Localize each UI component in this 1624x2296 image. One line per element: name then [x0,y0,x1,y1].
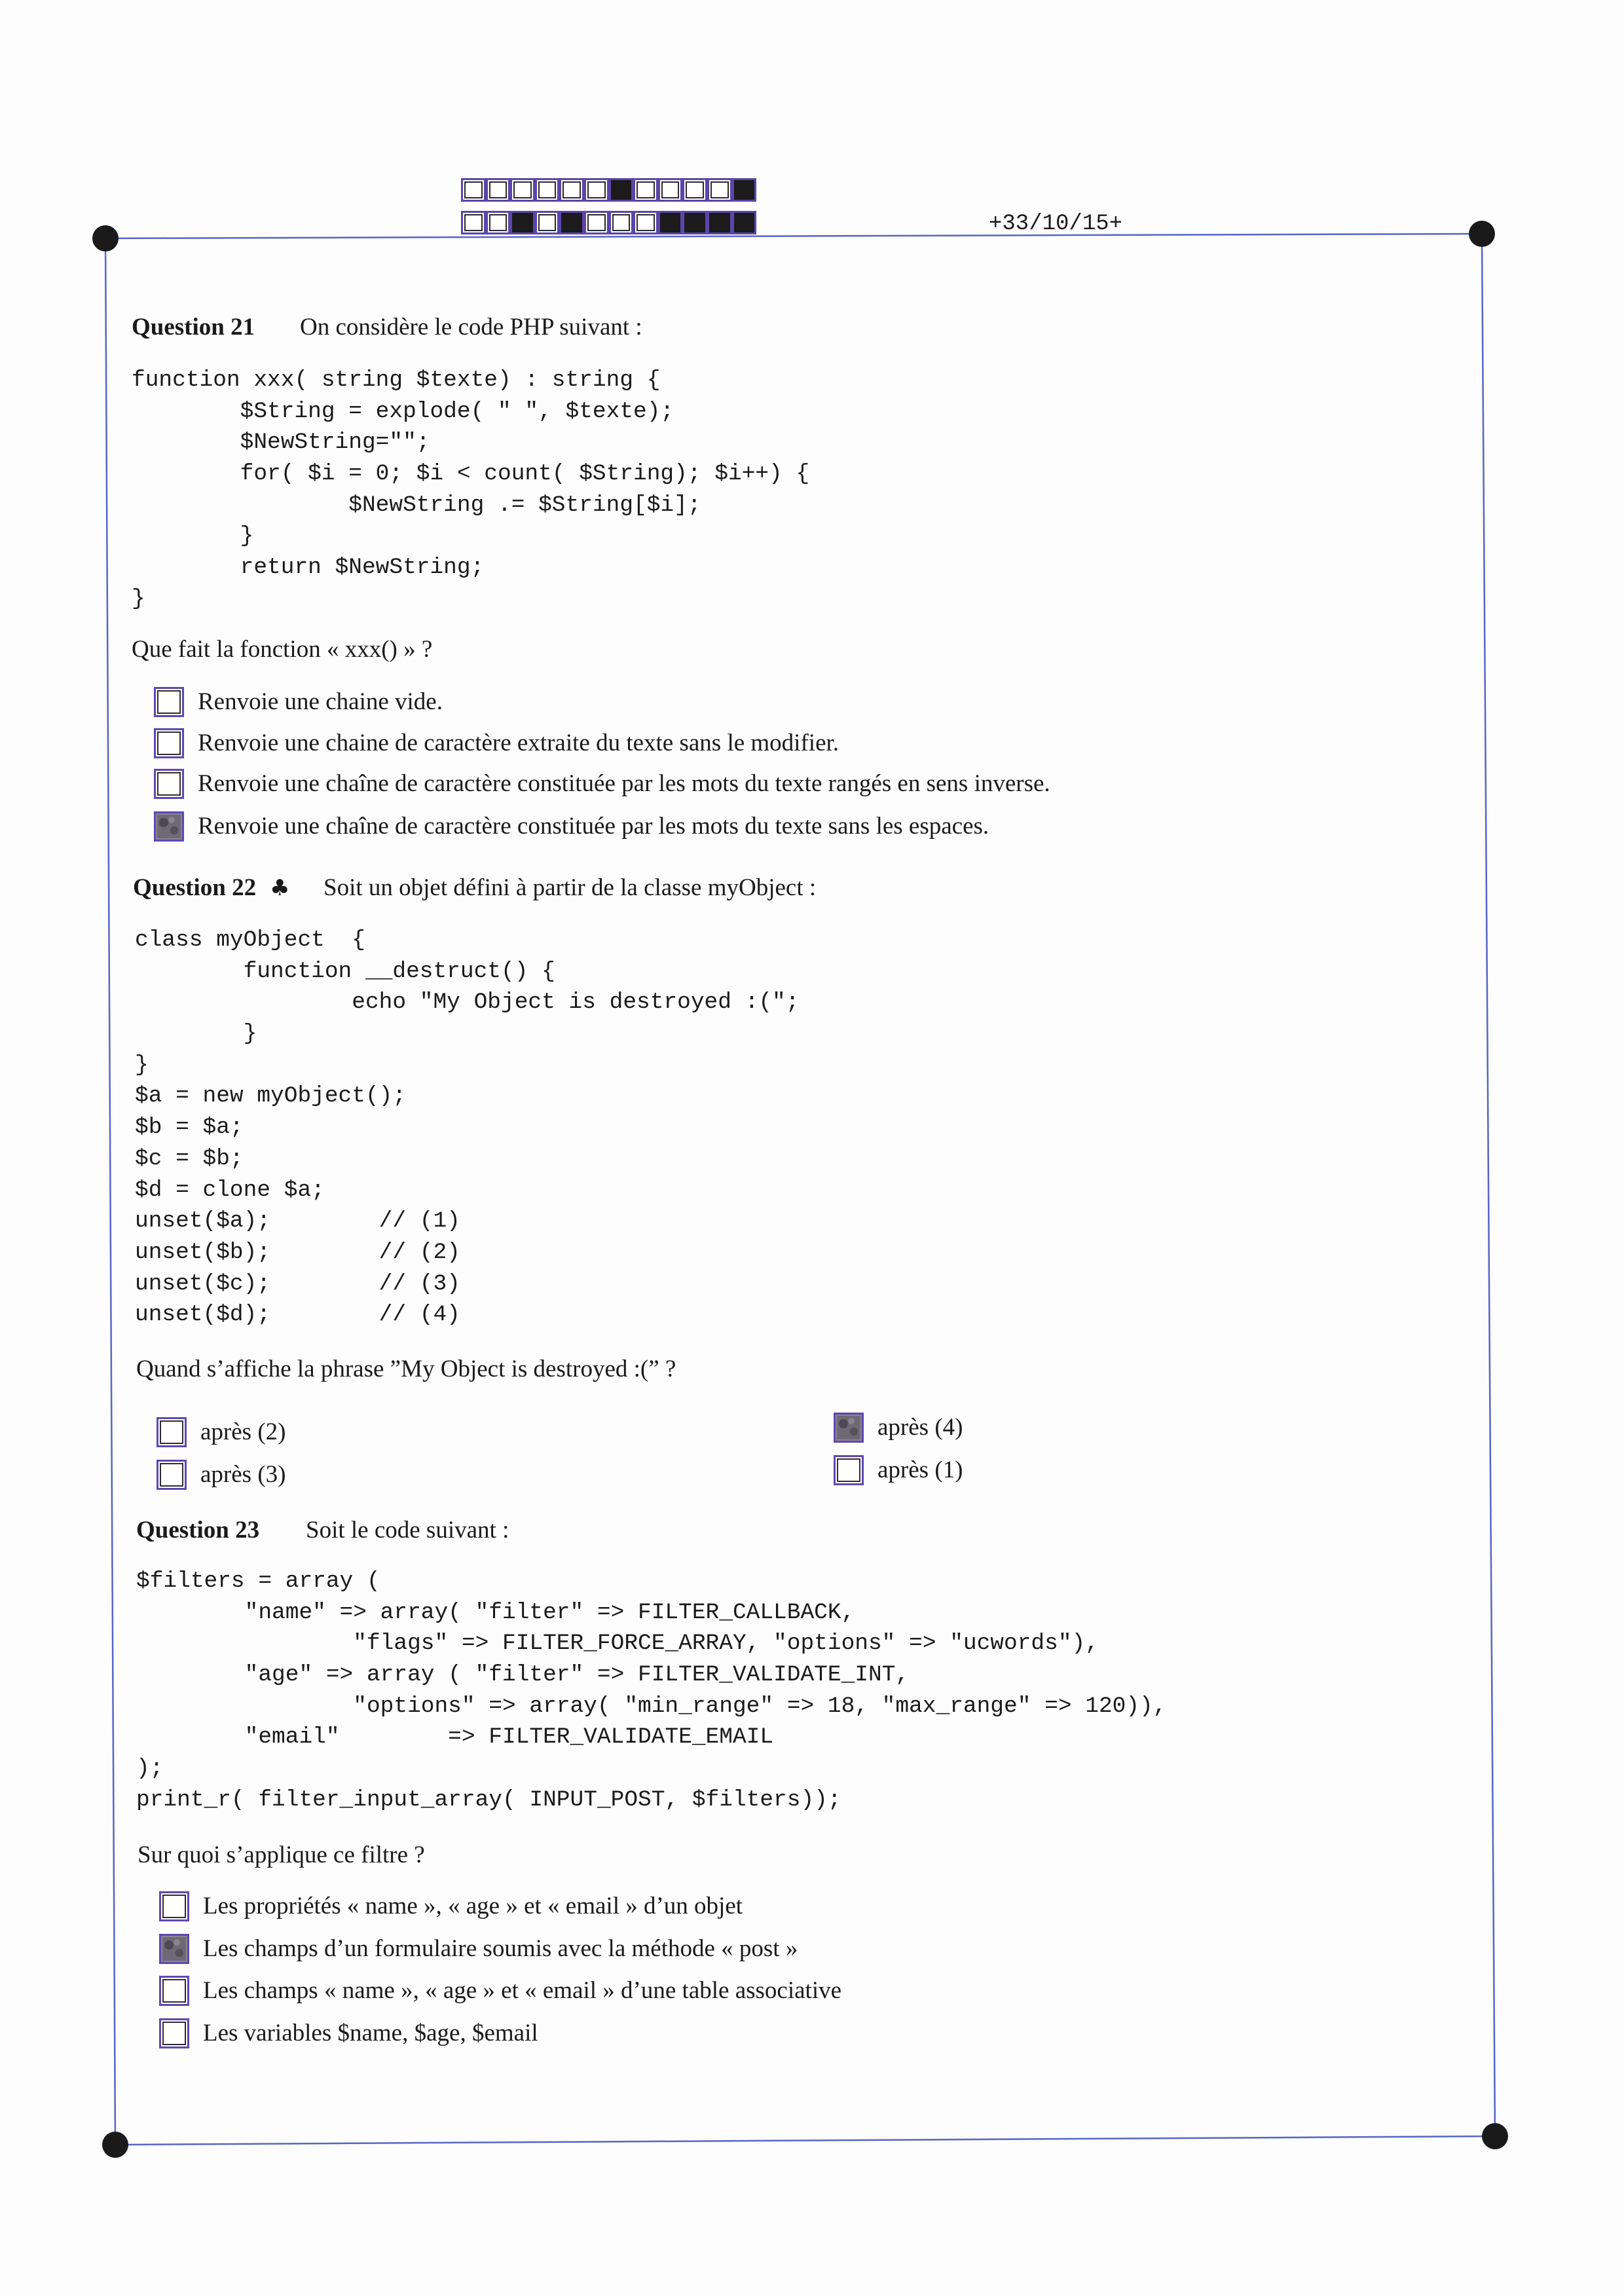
id-mark-cell [535,178,560,202]
id-mark-cell [658,178,683,202]
answer-option [159,1890,743,1923]
answer-checkbox[interactable] [157,1460,187,1490]
corner-dot-bottom-right [1482,2123,1508,2149]
code-line: "flags" => FILTER_FORCE_ARRAY, "options" => "ucwords"), [136,1631,1099,1657]
code-line: } [132,585,145,612]
code-line: "name" => array( "filter" => FILTER_CALLBACK, [136,1599,855,1625]
code-line: function __destruct() { [135,958,555,984]
id-mark-cell [633,211,658,234]
code-line: return $NewString; [132,555,485,581]
code-line: unset($b); // (2) [135,1239,460,1265]
id-mark-cell [461,211,486,234]
question-22-code-block [135,925,799,1331]
answer-checkbox[interactable] [154,687,184,717]
id-mark-cell [609,178,634,202]
id-mark-cell [609,211,634,234]
id-mark-cell [559,178,584,202]
question-21-question: Que fait la fonction « xxx() » ? [132,636,433,663]
question-23-prompt: Soit le code suivant : [306,1517,509,1544]
code-line: $d = clone $a; [135,1177,325,1203]
question-21-prompt: On considère le code PHP suivant : [300,314,642,341]
frame-left-line [105,238,115,2145]
answer-text: après (1) [877,1456,963,1483]
answer-option [834,1411,963,1444]
frame-top-line [105,234,1482,238]
answer-text: Renvoie une chaine vide. [198,688,443,715]
club-icon: ♣ [270,875,290,901]
id-mark-cell [584,178,609,202]
answer-checkbox[interactable] [834,1413,864,1443]
code-line: $b = $a; [135,1115,244,1141]
answer-text: Renvoie une chaine de caractère extraite du texte sans le modifier. [198,730,840,756]
code-line: } [135,1021,257,1047]
code-line: ); [136,1756,164,1782]
id-mark-cell [461,178,486,202]
code-line: $String = explode( " ", $texte); [132,398,674,424]
id-mark-cell [633,178,658,202]
id-mark-cell [658,211,683,234]
code-line: "options" => array( "min_range" => 18, "max_range" => 120)), [136,1693,1167,1719]
sheet-code: +33/10/15+ [989,212,1123,236]
corner-dot-bottom-left [102,2132,128,2158]
id-mark-cell [510,178,535,202]
answer-option [157,1458,286,1491]
answer-option [154,768,1050,800]
code-line: "email" => FILTER_VALIDATE_EMAIL [136,1724,774,1750]
answer-option [834,1454,963,1487]
answer-text: après (4) [877,1414,963,1441]
answer-checkbox[interactable] [159,1934,189,1964]
id-mark-row-1 [461,178,756,202]
code-line: } [132,523,254,549]
answer-option [159,1933,798,1965]
id-mark-cell [584,211,609,234]
question-22-question: Quand s’affiche la phrase ”My Object is destroyed :(” ? [136,1356,676,1382]
answer-checkbox[interactable] [159,1891,189,1921]
answer-text: Les champs « name », « age » et « email » d’une table associative [203,1977,842,2004]
code-line: $c = $b; [135,1145,244,1172]
code-line: $a = new myObject(); [135,1083,407,1109]
id-mark-cell [732,178,757,202]
answer-option [154,686,443,718]
answer-option [157,1416,286,1449]
question-22-prompt: Soit un objet défini à partir de la classe myObject : [323,874,817,901]
id-mark-cell [486,178,511,202]
id-mark-row-2 [461,211,756,234]
answer-option [154,810,989,843]
question-22-label: Question 22 [133,874,257,901]
answer-checkbox[interactable] [159,2018,189,2048]
code-line: for( $i = 0; $i < count( $String); $i++) { [132,461,810,487]
code-line: "age" => array ( "filter" => FILTER_VALIDATE_INT, [136,1662,910,1688]
id-mark-cell [682,178,707,202]
question-23-label: Question 23 [136,1517,260,1544]
question-23-code-block [136,1566,1166,1816]
code-line: class myObject { [135,927,365,953]
id-mark-cell [535,211,560,234]
answer-text: Les propriétés « name », « age » et « email » d’un objet [203,1893,743,1919]
answer-text: après (3) [200,1461,286,1488]
id-mark-cell [707,178,732,202]
code-line: unset($a); // (1) [135,1208,460,1234]
question-21-label: Question 21 [132,314,255,341]
code-line: } [135,1052,149,1078]
answer-text: Les variables $name, $age, $email [203,2020,538,2046]
frame-right-line [1482,234,1495,2136]
question-21-code-block [132,365,809,615]
id-mark-cell [559,211,584,234]
answer-checkbox[interactable] [154,728,184,758]
code-line: print_r( filter_input_array( INPUT_POST, $filters)); [136,1787,841,1813]
code-line: unset($d); // (4) [135,1302,460,1328]
code-line: function xxx( string $texte) : string { [132,367,661,393]
answer-checkbox[interactable] [159,1976,189,2006]
id-mark-cell [732,211,757,234]
answer-option [159,2017,538,2050]
id-mark-cell [486,211,511,234]
corner-dot-top-right [1469,221,1495,247]
answer-option [154,727,839,760]
answer-checkbox[interactable] [157,1417,187,1447]
answer-text: après (2) [200,1418,286,1445]
code-line: echo "My Object is destroyed :("; [135,990,800,1016]
answer-checkbox[interactable] [154,769,184,799]
id-mark-cell [510,211,535,234]
answer-text: Renvoie une chaîne de caractère constituée par les mots du texte sans les espaces. [198,813,989,840]
corner-dot-top-left [92,225,119,251]
code-line: $NewString=""; [132,430,430,456]
id-mark-cell [707,211,732,234]
code-line: unset($c); // (3) [135,1270,460,1297]
code-line: $NewString .= $String[$i]; [132,492,701,518]
answer-checkbox[interactable] [834,1455,864,1485]
answer-text: Renvoie une chaîne de caractère constituée par les mots du texte rangés en sens inverse. [198,770,1050,797]
id-mark-cell [682,211,707,234]
question-23-question: Sur quoi s’applique ce filtre ? [138,1842,425,1868]
answer-text: Les champs d’un formulaire soumis avec la méthode « post » [203,1935,798,1962]
answer-option [159,1974,841,2007]
frame-bottom-line [115,2136,1495,2145]
answer-checkbox[interactable] [154,811,184,842]
code-line: $filters = array ( [136,1568,380,1594]
